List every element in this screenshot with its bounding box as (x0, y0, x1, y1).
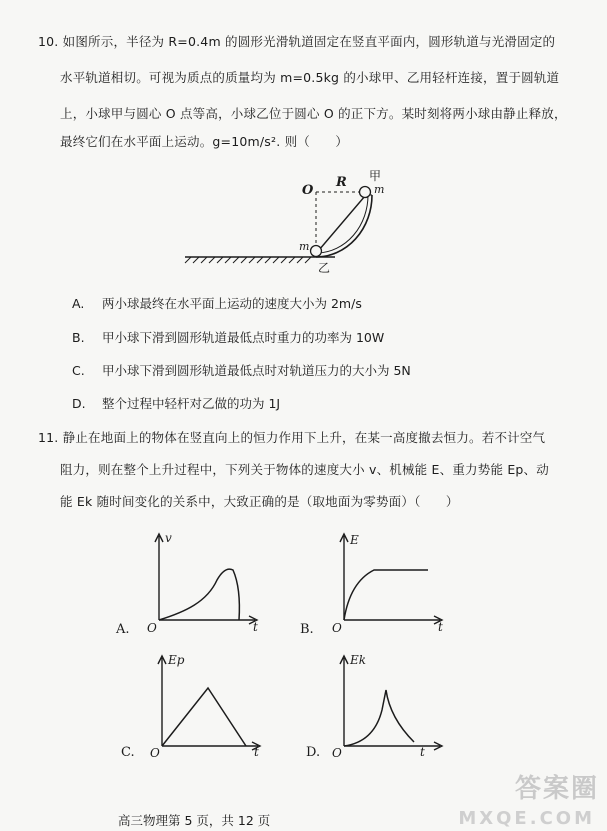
q10-option-b (72, 330, 384, 346)
q10-line-2: 水平轨道相切。可视为质点的质量均为 m=0.5kg 的小球甲、乙用轻杆连接，置于圆轨道 (60, 70, 560, 85)
circular-track-inner (318, 195, 368, 253)
graph-d-ylabel: Ek (350, 653, 367, 667)
graph-b-key: B. (300, 622, 314, 637)
q10-figure (175, 160, 405, 290)
q10-option-a-text: 两小球最终在水平面上运动的速度大小为 2m/s (102, 296, 362, 311)
q10-option-c (72, 363, 411, 379)
graph-a-ylabel: v (165, 531, 172, 545)
q10-option-c-text: 甲小球下滑到圆形轨道最低点时对轨道压力的大小为 5N (102, 363, 411, 378)
graph-d-key: D. (306, 745, 321, 760)
watermark-main: 答案圈 (514, 774, 599, 804)
light-rod (319, 196, 365, 250)
graph-a-xlabel: t (253, 620, 258, 633)
q10-option-d-key: D. (72, 396, 86, 411)
graph-b (330, 528, 455, 633)
graph-c-ylabel: Ep (168, 653, 185, 667)
q10-line-3: 上，小球甲与圆心 O 点等高，小球乙位于圆心 O 的正下方。某时刻将两小球由静止释放， (60, 106, 567, 121)
graph-b-xlabel: t (438, 620, 443, 633)
label-O: O (302, 183, 314, 198)
q10-option-d-text: 整个过程中轻杆对乙做的功为 1J (102, 396, 281, 411)
page-footer: 高三物理第 5 页，共 12 页 (118, 813, 271, 828)
q11-line-1: 11. 静止在地面上的物体在竖直向上的恒力作用下上升，在某一高度撤去恒力。若不计空气 (38, 430, 546, 445)
q10-option-a-key: A. (72, 296, 85, 311)
q11-line-3: 能 Ek 随时间变化的关系中，大致正确的是（取地面为零势面）（ ） (60, 494, 459, 509)
q10-option-b-key: B. (72, 330, 85, 345)
q10-option-b-text: 甲小球下滑到圆形轨道最低点时重力的功率为 10W (102, 330, 385, 345)
graph-b-origin: O (332, 621, 342, 633)
graph-d (330, 650, 455, 758)
graph-c-key: C. (121, 745, 135, 760)
graph-c-origin: O (150, 746, 160, 758)
graph-d-curve (344, 690, 414, 746)
graph-a-origin: O (147, 621, 157, 633)
ball-jia (360, 187, 371, 198)
graph-a (145, 528, 270, 633)
graph-a-curve (159, 569, 239, 620)
circular-track (316, 195, 372, 257)
graph-d-origin: O (332, 746, 342, 758)
label-m-jia: m (374, 183, 385, 196)
label-yi: 乙 (318, 261, 331, 275)
q10-option-c-key: C. (72, 363, 85, 378)
q11-line-2: 阻力，则在整个上升过程中，下列关于物体的速度大小 v、机械能 E、重力势能 Ep、动 (60, 462, 549, 477)
graph-b-curve (344, 570, 428, 620)
ball-yi (311, 246, 322, 257)
q10-option-a (72, 296, 362, 312)
graph-a-key: A. (116, 622, 130, 637)
q10-line-1: 10. 如图所示，半径为 R=0.4m 的圆形光滑轨道固定在竖直平面内，圆形轨道与光滑固定的 (38, 34, 556, 49)
graph-c-curve (162, 688, 246, 746)
graph-c-xlabel: t (254, 745, 259, 758)
graph-d-xlabel: t (420, 745, 425, 758)
q10-line-4: 最终它们在水平面上运动。g=10m/s². 则（ ） (60, 134, 349, 149)
label-jia: 甲 (369, 169, 382, 183)
watermark-sub: MXQE.COM (458, 808, 595, 829)
q10-option-d (72, 396, 280, 412)
graph-b-ylabel: E (350, 533, 359, 547)
ground-hatching (185, 257, 311, 263)
label-m-yi: m (299, 240, 310, 253)
label-R: R (336, 175, 347, 190)
graph-c (148, 650, 273, 758)
